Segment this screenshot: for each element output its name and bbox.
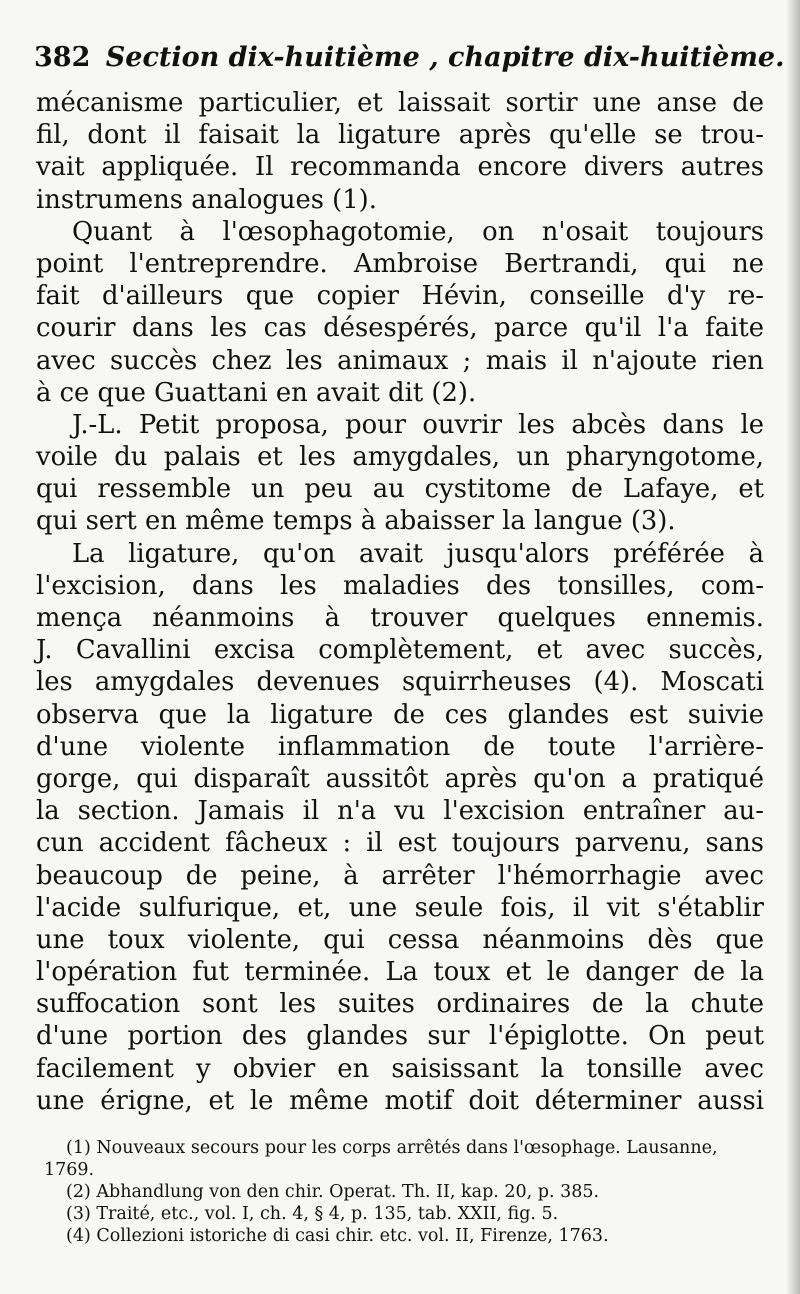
body-line: à ce que Guattani en avait dit (2). (36, 377, 477, 408)
footnote-line: 1769. (44, 1160, 95, 1180)
body-line: une toux violente, qui cessa néanmoins dès que (36, 924, 764, 955)
body-line: d'une portion des glandes sur l'épiglotte. On peut (36, 1021, 764, 1052)
body-line: suffocation sont les suites ordinaires de la chute (36, 989, 764, 1020)
body-line: instrumens analogues (1). (36, 184, 377, 215)
body-line: Quant à l'œsophagotomie, on n'osait toujours (72, 216, 764, 247)
footnotes (44, 1137, 764, 1247)
body-line: l'acide sulfurique, et, une seule fois, il vit s'établir (36, 892, 764, 923)
body-line: observa que la ligature de ces glandes est suivie (36, 699, 764, 730)
body-line: gorge, qui disparaît aussitôt après qu'on a pratiqué (36, 763, 764, 794)
body-line: fil, dont il faisait la ligature après qu'elle se trou- (36, 120, 764, 151)
body-line: J.-L. Petit proposa, pour ouvrir les abcès dans le (72, 409, 764, 440)
page-header (34, 40, 785, 76)
body-line: mécanisme particulier, et laissait sortir une anse de (36, 88, 764, 118)
body-line: avec succès chez les animaux ; mais il n'ajoute rien (36, 345, 764, 376)
body-line: courir dans les cas désespérés, parce qu'il l'a faite (36, 313, 764, 344)
body-line: une érigne, et le même motif doit déterminer aussi (36, 1085, 764, 1116)
body-line: facilement y obvier en saisissant la tonsille avec (36, 1053, 764, 1084)
body-line: voile du palais et les amygdales, un pharyngotome, (36, 442, 764, 473)
footnote-line: (1) Nouveaux secours pour les corps arrêtés dans l'œsophage. Lausanne, (66, 1138, 718, 1158)
running-title: Section dix-huitième , chapitre dix-huitième. (105, 42, 785, 73)
body-line: beaucoup de peine, à arrêter l'hémorrhagie avec (36, 860, 764, 891)
body-line: d'une violente inflammation de toute l'arrière- (36, 731, 764, 762)
body-line: point l'entreprendre. Ambroise Bertrandi, qui ne (36, 248, 764, 279)
body-line: la section. Jamais il n'a vu l'excision entraîner au- (36, 796, 764, 827)
body-line: mença néanmoins à trouver quelques ennemis. (36, 603, 764, 633)
body-line: les amygdales devenues squirrheuses (4). Moscati (36, 667, 764, 698)
footnote-line: (2) Abhandlung von den chir. Operat. Th. II, kap. 20, p. 385. (66, 1182, 600, 1202)
footnote-line: (3) Traité, etc., vol. I, ch. 4, § 4, p. 135, tab. XXII, fig. 5. (66, 1204, 559, 1224)
footnote-line: (4) Collezioni istoriche di casi chir. etc. vol. II, Firenze, 1763. (66, 1226, 609, 1246)
body-line: qui sert en même temps à abaisser la langue (3). (36, 506, 676, 537)
body-line: La ligature, qu'on avait jusqu'alors préférée à (72, 538, 764, 569)
body-line: qui ressemble un peu au cystitome de Lafaye, et (36, 474, 764, 505)
body-line: l'opération fut terminée. La toux et le danger de la (36, 957, 764, 988)
body-line: vait appliquée. Il recommanda encore divers autres (36, 152, 764, 183)
body-line: J. Cavallini excisa complètement, et avec succès, (36, 635, 764, 666)
body-text (36, 87, 764, 1117)
body-line: l'excision, dans les maladies des tonsilles, com- (36, 570, 764, 601)
body-line: cun accident fâcheux : il est toujours parvenu, sans (36, 828, 764, 859)
page-number: 382 (34, 42, 91, 73)
body-line: fait d'ailleurs que copier Hévin, conseille d'y re- (36, 281, 764, 312)
